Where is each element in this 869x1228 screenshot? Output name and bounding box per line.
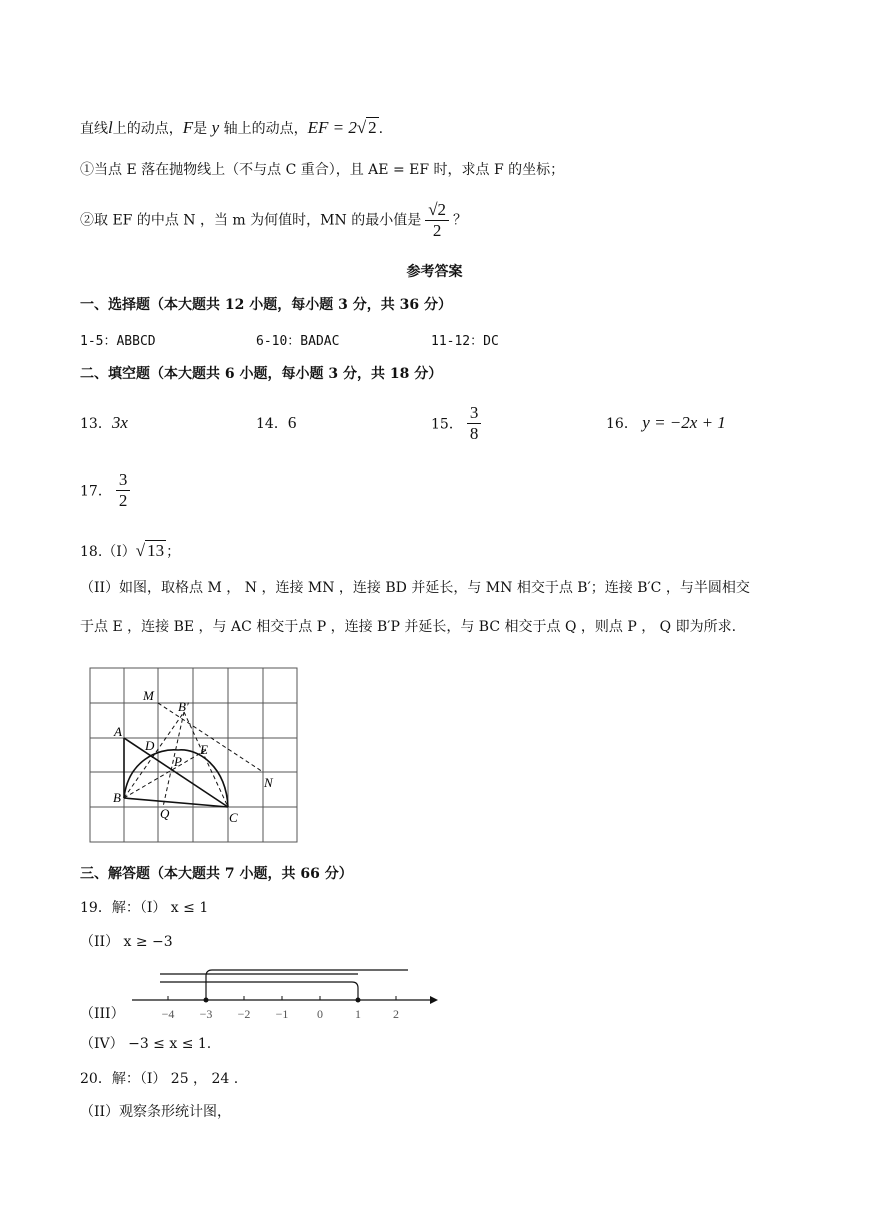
label-P: P bbox=[174, 754, 182, 769]
q18-ii-line2: 于点 E ，连接 BE ，与 AC 相交于点 P ，连接 B′P 并延长，与 BC 相交于点 Q ，则点 P ， Q 即为所求. bbox=[80, 619, 737, 635]
label-B: B bbox=[113, 790, 121, 805]
answer-value: 6 bbox=[287, 413, 297, 432]
fraction bbox=[116, 470, 131, 511]
answer-6-10: 6-10：BADAC bbox=[256, 334, 340, 349]
section1-heading: 一、选择题（本大题共 12 小题，每小题 3 分，共 36 分） bbox=[80, 297, 452, 313]
q19-ii: （II） x ≥ −3 bbox=[80, 934, 173, 950]
question-label: 14． bbox=[256, 416, 288, 432]
label-Q: Q bbox=[160, 806, 170, 821]
question-label: 16． bbox=[606, 416, 638, 432]
section2-heading: 二、填空题（本大题共 6 小题，每小题 3 分，共 18 分） bbox=[80, 366, 443, 382]
fraction-numerator: √2 bbox=[425, 200, 449, 221]
fraction-numerator: 3 bbox=[116, 470, 131, 491]
question-label: 17． bbox=[80, 483, 112, 500]
answer-value: y = −2x + 1 bbox=[642, 413, 726, 432]
sqrt-radicand: 2 bbox=[368, 118, 377, 137]
sqrt-expression: √ 13 bbox=[135, 541, 165, 560]
q14 bbox=[256, 413, 296, 433]
text-fragment: 上的动点， bbox=[112, 121, 183, 137]
fraction-numerator: 3 bbox=[467, 403, 482, 424]
label-E: E bbox=[200, 742, 208, 757]
math-y: y bbox=[211, 118, 220, 137]
text-fragment: ②取 EF 的中点 N ，当 m 为何值时，MN 的最小值是 bbox=[80, 212, 422, 229]
question-label: 13． bbox=[80, 416, 112, 432]
question-label: 15． bbox=[431, 416, 463, 433]
answer-1-5: 1-5：ABBCD bbox=[80, 334, 156, 349]
tick-label: −2 bbox=[237, 1007, 251, 1021]
q19-iii: （III） bbox=[80, 1006, 125, 1022]
text-fragment: ？ bbox=[453, 212, 468, 229]
label-M: M bbox=[143, 688, 154, 703]
fraction bbox=[467, 403, 482, 444]
q19-iv: （IV） −3 ≤ x ≤ 1. bbox=[80, 1036, 212, 1052]
label-B-prime: B′ bbox=[178, 699, 189, 714]
text-fragment: ； bbox=[166, 544, 181, 560]
label-D: D bbox=[145, 738, 155, 753]
text-fragment: 是 bbox=[193, 121, 208, 137]
sqrt-expression: √ 2 bbox=[356, 118, 377, 137]
math-EF: EF = 2 bbox=[307, 118, 357, 137]
math-l: l bbox=[108, 118, 113, 137]
grid-lines bbox=[90, 668, 297, 842]
tick-label: −3 bbox=[199, 1007, 213, 1021]
solution-brackets bbox=[160, 970, 408, 1000]
tick-label: −4 bbox=[161, 1007, 175, 1021]
tick-label: 2 bbox=[393, 1007, 399, 1021]
question-label: 18.（I） bbox=[80, 544, 136, 560]
text-fragment: 轴上的动点， bbox=[223, 121, 308, 137]
q18-i bbox=[80, 541, 180, 561]
problem-q2 bbox=[80, 200, 467, 241]
tick-label: −1 bbox=[275, 1007, 289, 1021]
number-line bbox=[130, 966, 440, 1026]
q19-i: 19．解：（I） x ≤ 1 bbox=[80, 900, 209, 916]
axis-arrow bbox=[430, 996, 438, 1004]
q20-ii: （II）观察条形统计图， bbox=[80, 1104, 232, 1120]
text-fragment: . bbox=[378, 121, 384, 137]
q20-i: 20．解：（I） 25 ， 24 . bbox=[80, 1071, 239, 1087]
geometry-grid-figure bbox=[88, 666, 300, 846]
q15 bbox=[431, 403, 485, 444]
tick-label: 0 bbox=[317, 1007, 323, 1021]
q18-ii-line1: （II）如图，取格点 M ， N ，连接 MN ，连接 BD 并延长，与 MN 相交于点 B′；连接 B′C ，与半圆相交 bbox=[80, 580, 750, 596]
answer-value: 3x bbox=[111, 413, 128, 432]
problem-q1: ①当点 E 落在抛物线上（不与点 C 重合），且 AE = EF 时，求点 F 的坐标； bbox=[80, 162, 565, 178]
q16 bbox=[606, 413, 726, 433]
sqrt-radicand: 13 bbox=[147, 541, 165, 560]
section3-heading: 三、解答题（本大题共 7 小题，共 66 分） bbox=[80, 866, 353, 882]
tick-label: 1 bbox=[355, 1007, 361, 1021]
text-fragment: 直线 bbox=[80, 121, 108, 137]
fraction-denominator: 8 bbox=[469, 424, 479, 443]
answer-title: 参考答案 bbox=[406, 264, 463, 280]
label-N: N bbox=[264, 775, 273, 790]
label-A: A bbox=[114, 724, 122, 739]
fraction-denominator: 2 bbox=[118, 491, 128, 510]
q17 bbox=[80, 470, 134, 511]
q13 bbox=[80, 413, 128, 433]
problem-line-1 bbox=[80, 118, 383, 139]
answer-11-12: 11-12：DC bbox=[431, 334, 499, 349]
fraction bbox=[425, 200, 449, 241]
label-C: C bbox=[229, 810, 238, 825]
math-F: F bbox=[182, 118, 194, 137]
fraction-denominator: 2 bbox=[432, 221, 442, 240]
